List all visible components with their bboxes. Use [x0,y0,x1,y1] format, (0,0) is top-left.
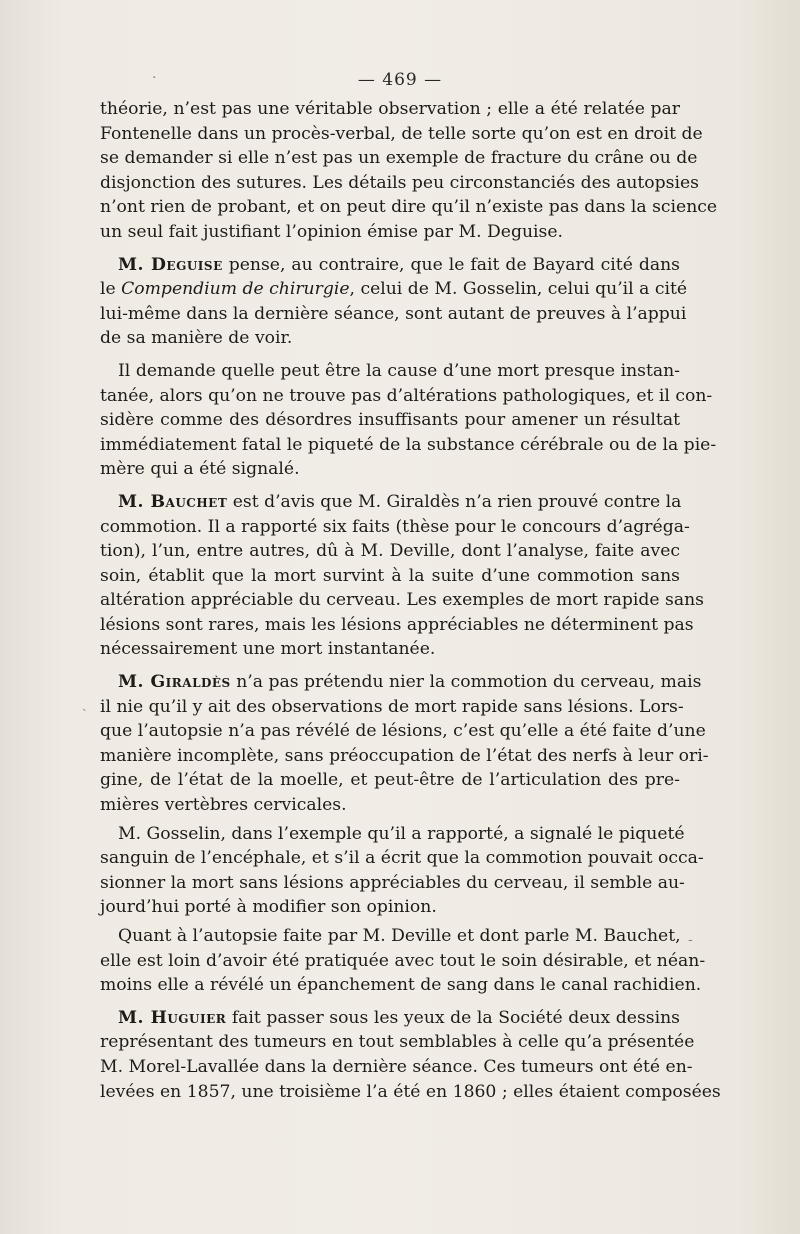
book-title: Compendium de chirurgie [121,279,350,300]
text-line: lui-même dans la dernière séance, sont autant de preuves à l’appui [100,303,687,324]
text-line: elle est loin d’avoir été pratiquée avec tout le soin désirable, et néan- [100,950,706,971]
text-line [100,253,680,278]
text-line: sidère comme des désordres insuffisants pour amener un résultat [100,410,680,431]
paragraph-3 [100,359,717,482]
margin-mark: ˎ [82,696,87,712]
text-fragment: est d’avis que M. Giraldès n’a rien prouvé contre la [227,491,682,512]
text-line: mère qui a été signalé. [100,459,300,480]
text-line: Il demande quelle peut être la cause d’une mort presque instan- [118,360,680,381]
text-line: il nie qu’il y ait des observations de mort rapide sans lésions. Lors- [100,696,684,717]
text-fragment: pense, au contraire, que le fait de Bayard cité dans [222,254,681,275]
text-line: mières vertèbres cervicales. [100,795,347,816]
speaker-name: M. Giraldès [118,672,231,693]
text-line: moins elle a révélé un épanchement de sang dans le canal rachidien. [100,975,702,996]
text-line: gine, de l’état de la moelle, et peut-être de l’articulation des pre- [100,770,680,791]
text-line [100,670,702,695]
margin-mark: - [688,932,693,948]
text-line: de sa manière de voir. [100,328,293,349]
text-line: jourd’hui porté à modifier son opinion. [100,897,437,918]
paragraph-bauchet [100,490,704,662]
text-line: un seul fait justifiant l’opinion émise par M. Deguise. [100,221,563,242]
page-number: — 469 — [357,70,443,90]
text-line: lésions sont rares, mais les lésions appréciables ne déterminent pas [100,614,694,635]
text-line: sionner la mort sans lésions appréciables du cerveau, il semble au- [100,872,685,893]
body-text [100,97,721,1104]
paragraph-1 [100,97,718,245]
text-line: sanguin de l’encéphale, et s’il a écrit que la commotion pouvait occa- [100,848,704,869]
text-line: représentant des tumeurs en tout semblables à celle qu’a présentée [100,1032,695,1053]
text-line: nécessairement une mort instantanée. [100,639,436,660]
paragraph-6 [100,822,704,920]
text-line: disjonction des sutures. Les détails peu circonstanciés des autopsies [100,172,699,193]
text-line: n’ont rien de probant, et on peut dire qu’il n’existe pas dans la science [100,197,718,218]
text-fragment: n’a pas prétendu nier la commotion du cerveau, mais [230,672,702,693]
paragraph-huguier [100,1006,721,1104]
text-line: théorie, n’est pas une véritable observation ; elle a été relatée par [100,99,680,119]
text-line [100,1006,680,1031]
text-fragment: le [100,279,122,300]
text-line: soin, établit que la mort survint à la suite d’une commotion sans [100,565,680,586]
speaker-name: M. Bauchet [118,491,228,512]
text-line [100,490,680,515]
text-line: immédiatement fatal le piqueté de la substance cérébrale ou de la pie- [100,434,717,455]
text-fragment: , celui de M. Gosselin, celui qu’il a cité [349,279,688,300]
dust-speck: · [152,70,157,86]
text-line: Fontenelle dans un procès-verbal, de telle sorte qu’on est en droit de [100,123,703,144]
text-line: commotion. Il a rapporté six faits (thèse pour le concours d’agréga- [100,516,690,537]
text-line: manière incomplète, sans préoccupation de l’état des nerfs à leur ori- [100,745,709,766]
text-line: altération appréciable du cerveau. Les exemples de mort rapide sans [100,590,704,611]
text-line: tanée, alors qu’on ne trouve pas d’altérations pathologiques, et il con- [100,385,713,406]
text-line: se demander si elle n’est pas un exemple de fracture du crâne ou de [100,148,698,169]
paragraph-giraldes [100,670,709,818]
text-line: levées en 1857, une troisième l’a été en 1860 ; elles étaient composées [100,1081,721,1102]
text-line [100,277,688,302]
text-line: Quant à l’autopsie faite par M. Deville et dont parle M. Bauchet, [118,926,681,946]
text-line: M. Morel-Lavallée dans la dernière séance. Ces tumeurs ont été en- [100,1056,693,1077]
text-line: tion), l’un, entre autres, dû à M. Deville, dont l’analyse, faite avec [100,541,680,562]
speaker-name: M. Huguier [118,1007,227,1028]
paragraph-deguise [100,253,688,351]
speaker-name: M. Deguise [118,254,223,275]
paragraph-7 [100,924,706,998]
text-fragment: fait passer sous les yeux de la Société deux dessins [226,1007,680,1028]
text-line: M. Gosselin, dans l’exemple qu’il a rapporté, a signalé le piqueté [118,823,685,844]
text-line: que l’autopsie n’a pas révélé de lésions, c’est qu’elle a été faite d’une [100,721,706,742]
